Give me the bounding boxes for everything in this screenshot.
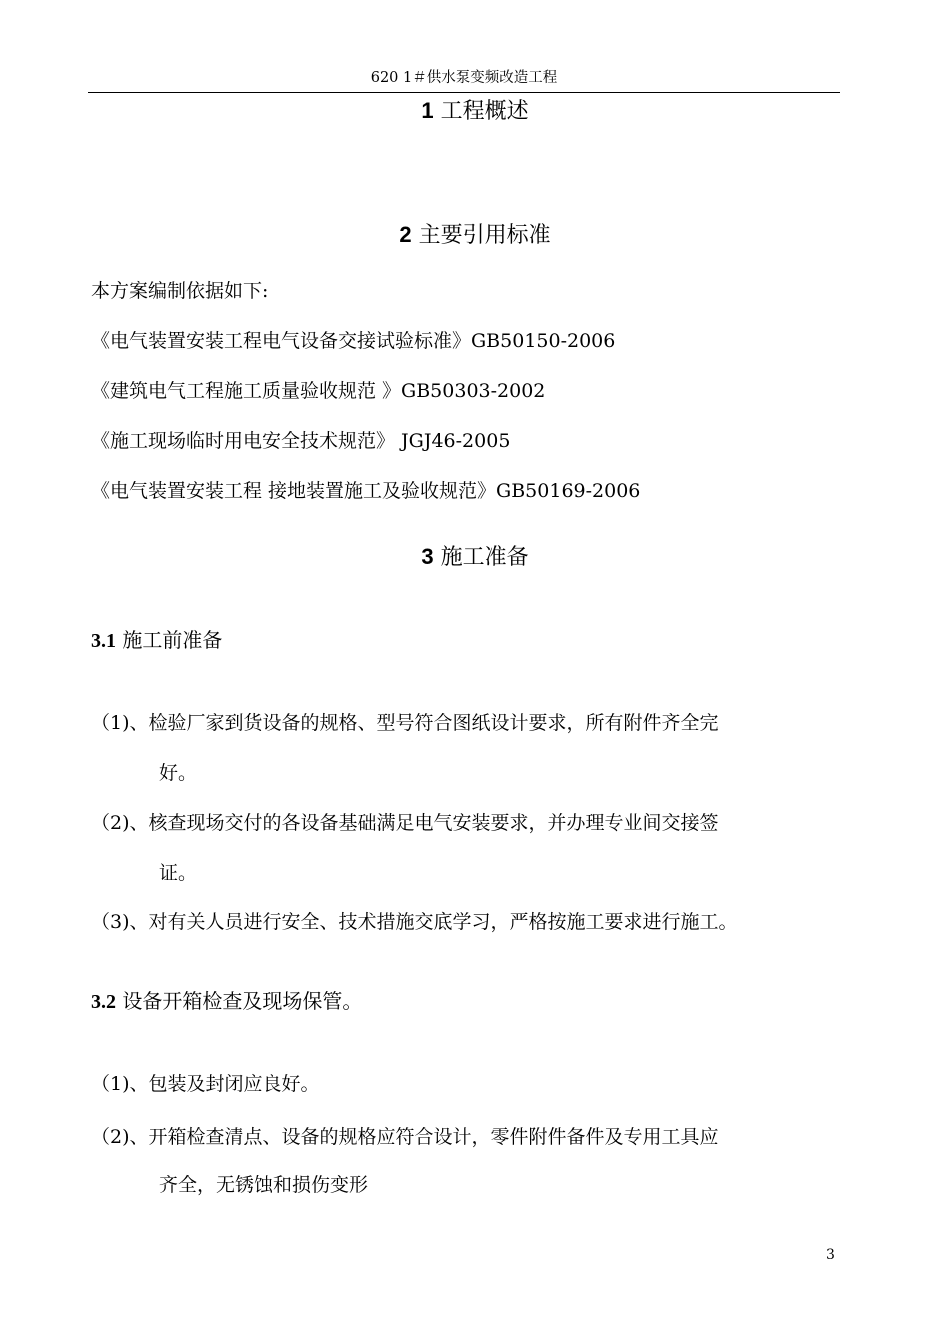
list-item [91,808,843,884]
list-item-text: （1)、包装及封闭应良好。 [91,1073,320,1095]
list-item-text: （2)、核查现场交付的各设备基础满足电气安装要求，并办理专业间交接签 [91,812,719,834]
subsection-number: 3.1 [91,630,116,652]
section-1-heading [0,96,950,127]
list-item [91,1069,843,1099]
standards-intro: 本方案编制依据如下: [91,280,269,302]
list-item-continuation: 齐全，无锈蚀和损伤变形 [159,1174,369,1196]
section-title: 工程概述 [440,99,529,124]
subsection-3-1-heading [91,625,222,656]
list-item-text: （1)、检验厂家到货设备的规格、型号符合图纸设计要求，所有附件齐全完 [91,712,719,734]
section-2-heading [0,220,950,251]
subsection-title: 施工前准备 [122,628,223,652]
section-title: 主要引用标准 [418,223,551,248]
list-item [91,708,843,784]
standard-item: 《电气装置安装工程 接地装置施工及验收规范》GB50169-2006 [91,480,641,502]
standard-item: 《施工现场临时用电安全技术规范》 JGJ46-2005 [91,430,511,452]
subsection-title: 设备开箱检查及现场保管。 [122,989,363,1013]
section-number: 3 [421,544,434,569]
standard-item: 《电气装置安装工程电气设备交接试验标准》GB50150-2006 [91,330,616,352]
list-item-text: （3)、对有关人员进行安全、技术措施交底学习，严格按施工要求进行施工。 [91,911,738,933]
section-number: 1 [421,98,434,123]
subsection-3-2-heading [91,986,362,1017]
list-item [91,1122,843,1196]
section-title: 施工准备 [440,545,529,570]
standard-item: 《建筑电气工程施工质量验收规范 》GB50303-2002 [91,380,546,402]
list-item [91,907,843,937]
list-item-text: （2)、开箱检查清点、设备的规格应符合设计，零件附件备件及专用工具应 [91,1126,719,1148]
section-number: 2 [399,222,412,247]
page-header: 620 1＃供水泵变频改造工程 [88,64,840,93]
list-item-continuation: 证。 [159,862,198,884]
list-item-continuation: 好。 [159,762,198,784]
subsection-number: 3.2 [91,991,116,1013]
page-number: 3 [826,1247,835,1263]
section-3-heading [0,542,950,573]
